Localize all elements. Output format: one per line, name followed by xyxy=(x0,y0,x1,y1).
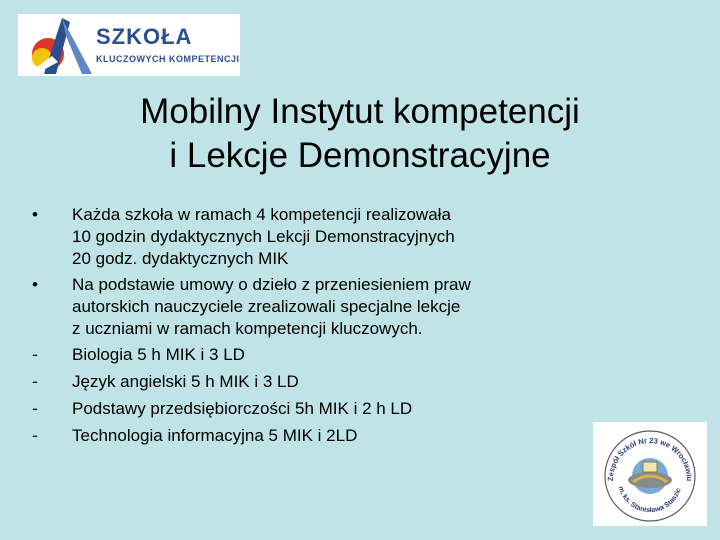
logo-title: SZKOŁA xyxy=(96,24,193,49)
list-item-text: 20 godz. dydaktycznych MIK xyxy=(72,249,289,268)
slide-title-line-1: Mobilny Instytut kompetencji xyxy=(140,92,580,131)
list-item-text: Język angielski 5 h MIK i 3 LD xyxy=(72,372,299,391)
list-item-text: 10 godzin dydaktycznych Lekcji Demonstracyjnych xyxy=(72,227,455,246)
list-item-text: Na podstawie umowy o dzieło z przeniesieniem praw xyxy=(72,275,471,294)
school-seal-emblem xyxy=(593,422,707,526)
bullet-marker: • xyxy=(32,275,38,294)
seal-top-text: Zespół Szkół Nr 23 we Wrocławiu xyxy=(605,435,695,482)
seal-bottom-text: m. ks. Stanisława Staszic xyxy=(616,485,683,515)
list-item xyxy=(28,344,588,366)
list-item-text: Technologia informacyjna 5 MIK i 2LD xyxy=(72,426,358,445)
logo-subtitle: KLUCZOWYCH KOMPETENCJI xyxy=(96,54,240,64)
bullet-marker: • xyxy=(32,205,38,224)
school-seal xyxy=(593,422,707,526)
program-logo xyxy=(18,14,240,76)
list-item xyxy=(28,204,588,270)
list-item xyxy=(28,425,588,447)
list-item-text: z uczniami w ramach kompetencji kluczowych. xyxy=(72,319,423,338)
bullet-list xyxy=(28,204,588,452)
list-item xyxy=(28,398,588,420)
dash-marker: - xyxy=(32,345,38,364)
list-item-text: autorskich nauczyciele zrealizowali specjalne lekcje xyxy=(72,297,461,316)
list-item xyxy=(28,274,588,340)
dash-marker: - xyxy=(32,372,38,391)
slide-title-line-2: i Lekcje Demonstracyjne xyxy=(169,136,551,175)
list-item-text: Podstawy przedsiębiorczości 5h MIK i 2 h LD xyxy=(72,399,413,418)
program-logo-mark xyxy=(22,16,94,76)
list-item-text: Każda szkoła w ramach 4 kompetencji realizowała xyxy=(72,205,451,224)
slide-title xyxy=(60,90,660,178)
dash-marker: - xyxy=(32,399,38,418)
dash-marker: - xyxy=(32,426,38,445)
list-item-text: Biologia 5 h MIK i 3 LD xyxy=(72,345,245,364)
list-item xyxy=(28,371,588,393)
